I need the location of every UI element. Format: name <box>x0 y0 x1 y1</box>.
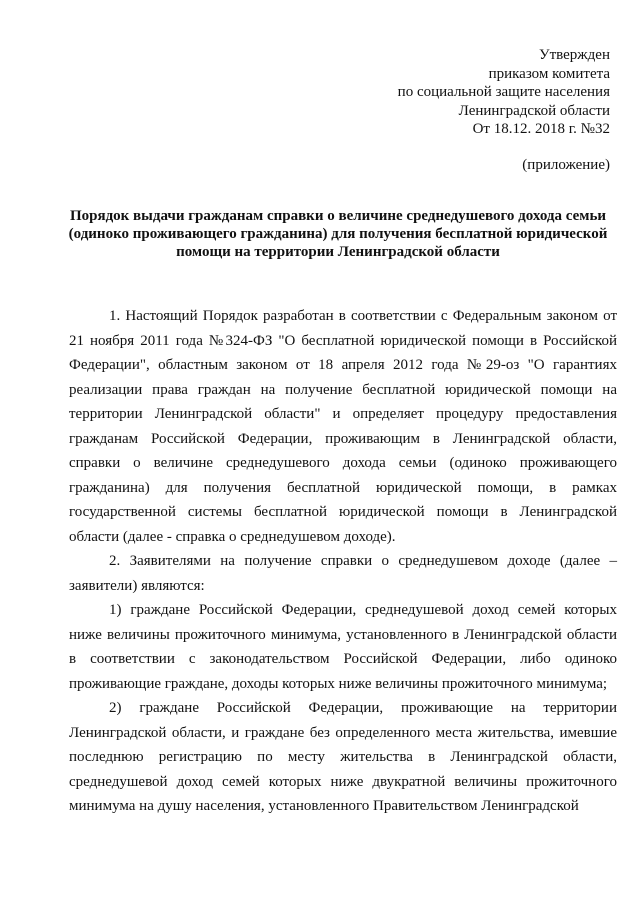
paragraph-1: 1. Настоящий Порядок разработан в соответствии с Федеральным законом от 21 ноября 2011 года №324-ФЗ "О бесплатной юридической помощи в Российской Федерации", областным законом от 18 апреля 2012 года №29-оз "О гарантиях реализации права граждан на получение бесплатной юридической помощи на территории Ленинградской области" и определяет процедуру предоставления гражданам Российской Федерации, проживающим в Ленинградской области, справки о величине среднедушевого дохода семьи (одиноко проживающего гражданина) для получения бесплатной юридической помощи, в рамках государственной системы бесплатной юридической помощи в Ленинградской области (далее - справка о среднедушевом доходе). <box>69 308 617 545</box>
appendix-label: (приложение) <box>522 156 610 173</box>
approval-line: От 18.12. 2018 г. №32 <box>472 121 610 137</box>
paragraph-2: 2. Заявителями на получение справки о среднедушевом доходе (далее – заявители) являются: <box>69 553 617 594</box>
approval-spacer <box>398 139 610 156</box>
approval-line: приказом комитета <box>488 65 610 82</box>
approval-line: по социальной защите населения <box>397 84 610 100</box>
paragraph-2-item-2: 2) граждане Российской Федерации, проживающие на территории Ленинградской области, и граждане без определенного места жительства, имевшие последнюю регистрацию по месту жительства в Ленинградской области, среднедушевой доход семей которых ниже двукратной величины прожиточного минимума на душу населения, установленного Правительством Ленинградской <box>69 700 617 814</box>
document-body <box>69 304 617 819</box>
approval-line: Утвержден <box>538 47 610 63</box>
document-title: Порядок выдачи гражданам справки о величине среднедушевого дохода семьи (одиноко проживающего гражданина) для получения бесплатной юридической помощи на территории Ленинградской области <box>68 208 608 260</box>
approval-line: Ленинградской области <box>458 102 610 119</box>
paragraph-2-item-1: 1) граждане Российской Федерации, среднедушевой доход семей которых ниже величины прожиточного минимума, установленного в Ленинградской области в соответствии с законодательством Российской Федерации, либо одиноко проживающие граждане, доходы которых ниже величины прожиточного минимума; <box>69 602 617 692</box>
approval-block <box>398 46 610 174</box>
